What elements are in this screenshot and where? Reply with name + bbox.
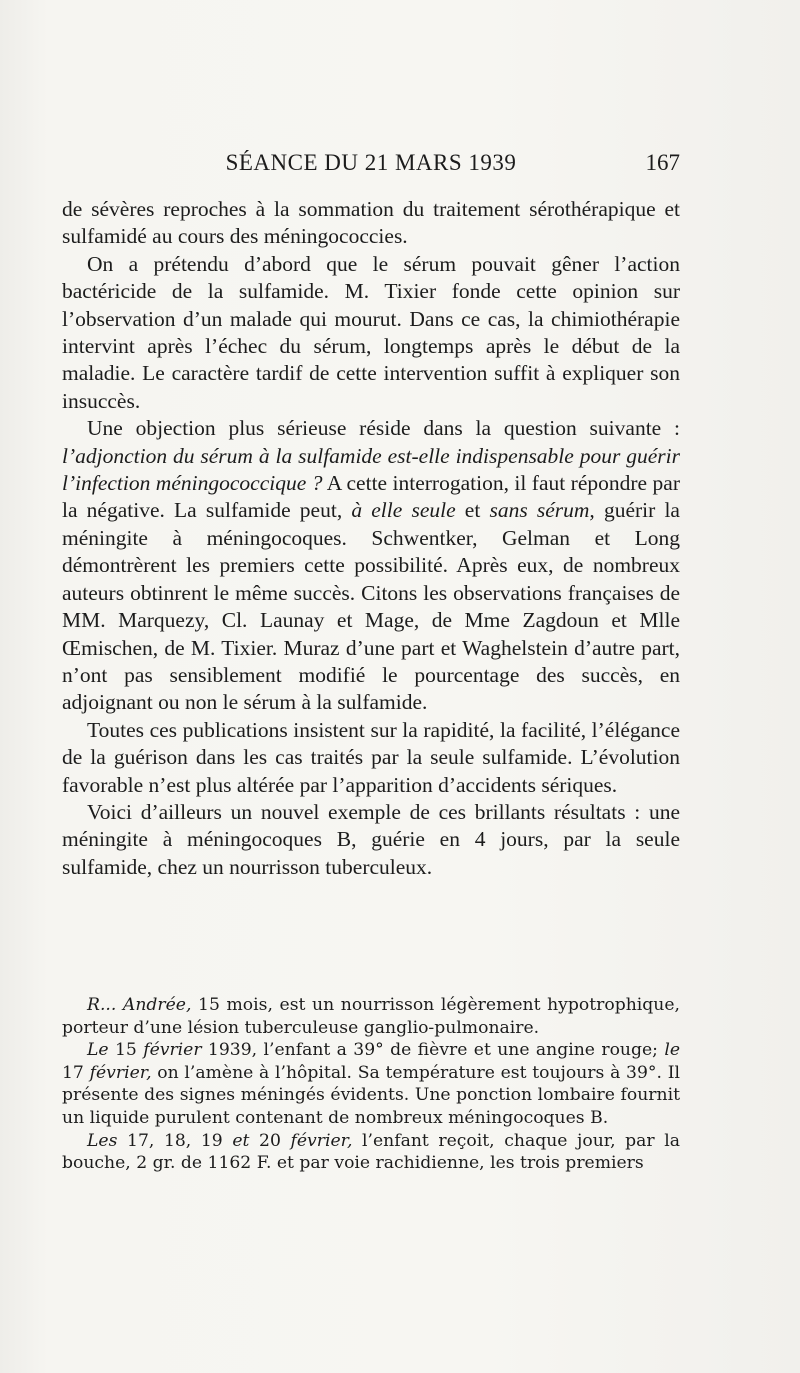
text-run: Toutes ces publications insistent sur la rapidité, la facilité, l’élégance de la guérison dans les cas traités par la seule sulfamide. L’évolution favorable n’est plus altérée par l’apparition d’accidents sériques. [62,717,680,797]
page-header [62,146,680,178]
italic-run: et [232,1130,250,1151]
case-paragraph [62,994,680,1039]
text-run: 15 mois, est un nourrisson légèrement hypotrophique, porteur d’une lésion tuberculeuse ganglio-pulmonaire. [62,995,680,1038]
text-run: On a prétendu d’abord que le sérum pouvait gêner l’action bactéricide de la sulfamide. M. Tixier fonde cette opinion sur l’observation d’un malade qui mourut. Dans ce cas, la chimiothérapie intervint après l’échec du sérum, longtemps après le début de la maladie. Le caractère tardif de cette intervention suffit à expliquer son insuccès. [62,251,680,413]
text-run: Une objection plus sérieuse réside dans la question suivante : [87,416,680,441]
text-run: guérir la méningite à méningocoques. Schwentker, Gelman et Long démontrèrent les premiers cette possibilité. Après eux, de nombreux auteurs obtinrent le même succès. Citons les observations françaises de MM. Marquezy, Cl. Launay et Mage, de Mme Zagdoun et Mlle Œmischen, de M. Tixier. Muraz d’une part et Waghelstein d’autre part, n’ont pas sensiblement modifié le pourcentage des succès, en adjoignant ou non le sérum à la sulfamide. [62,498,680,715]
text-run: on l’amène à l’hôpital. Sa température est toujours à 39°. Il présente des signes méningés évidents. Une ponction lombaire fournit un liquide purulent contenant de nombreux méningocoques B. [62,1062,680,1128]
text-run: et [455,498,490,523]
text-run: 1939, l’enfant a 39° de fièvre et une angine rouge; [201,1040,665,1061]
running-title: SÉANCE DU 21 MARS 1939 [225,150,517,175]
text-run: 15 [108,1040,144,1061]
page-number: 167 [645,150,680,175]
italic-run: Les [87,1130,118,1151]
paragraph [62,415,680,716]
italic-run: Le [87,1040,109,1061]
paragraph [62,799,680,881]
case-paragraph [62,1130,680,1175]
italic-run: R... Andrée, [87,995,192,1015]
text-run: 20 [249,1130,291,1151]
italic-run: février, [89,1062,152,1083]
paragraph [62,196,680,251]
italic-run: à elle seule [351,498,456,523]
italic-run: l’adjonction du sérum à la sulfamide est-elle indispensable pour guérir l’infection méningococcique ? [62,443,680,496]
case-report [62,994,680,1175]
paragraph [62,717,680,799]
italic-run: février [143,1040,202,1061]
text-run: Voici d’ailleurs un nouvel exemple de ces brillants résultats : une méningite à méningocoques B, guérie en 4 jours, par la seule sulfamide, chez un nourrisson tuberculeux. [62,799,680,879]
text-run: 17 [62,1062,90,1083]
text-run: l’enfant reçoit, chaque jour, par la bouche, 2 gr. de 1162 F. et par voie rachidienne, les trois premiers [62,1130,680,1174]
main-text [62,196,680,881]
text-run: A cette interrogation, il faut répondre par la négative. La sulfamide peut, [62,471,680,523]
italic-run: sans sérum, [489,498,595,523]
text-run: 17, 18, 19 [117,1130,233,1151]
text-run: de sévères reproches à la sommation du traitement sérothérapique et sulfamidé au cours des méningococcies. [62,197,680,249]
paragraph [62,251,680,415]
italic-run: février, [290,1130,353,1151]
case-paragraph [62,1039,680,1129]
italic-run: le [664,1040,680,1061]
